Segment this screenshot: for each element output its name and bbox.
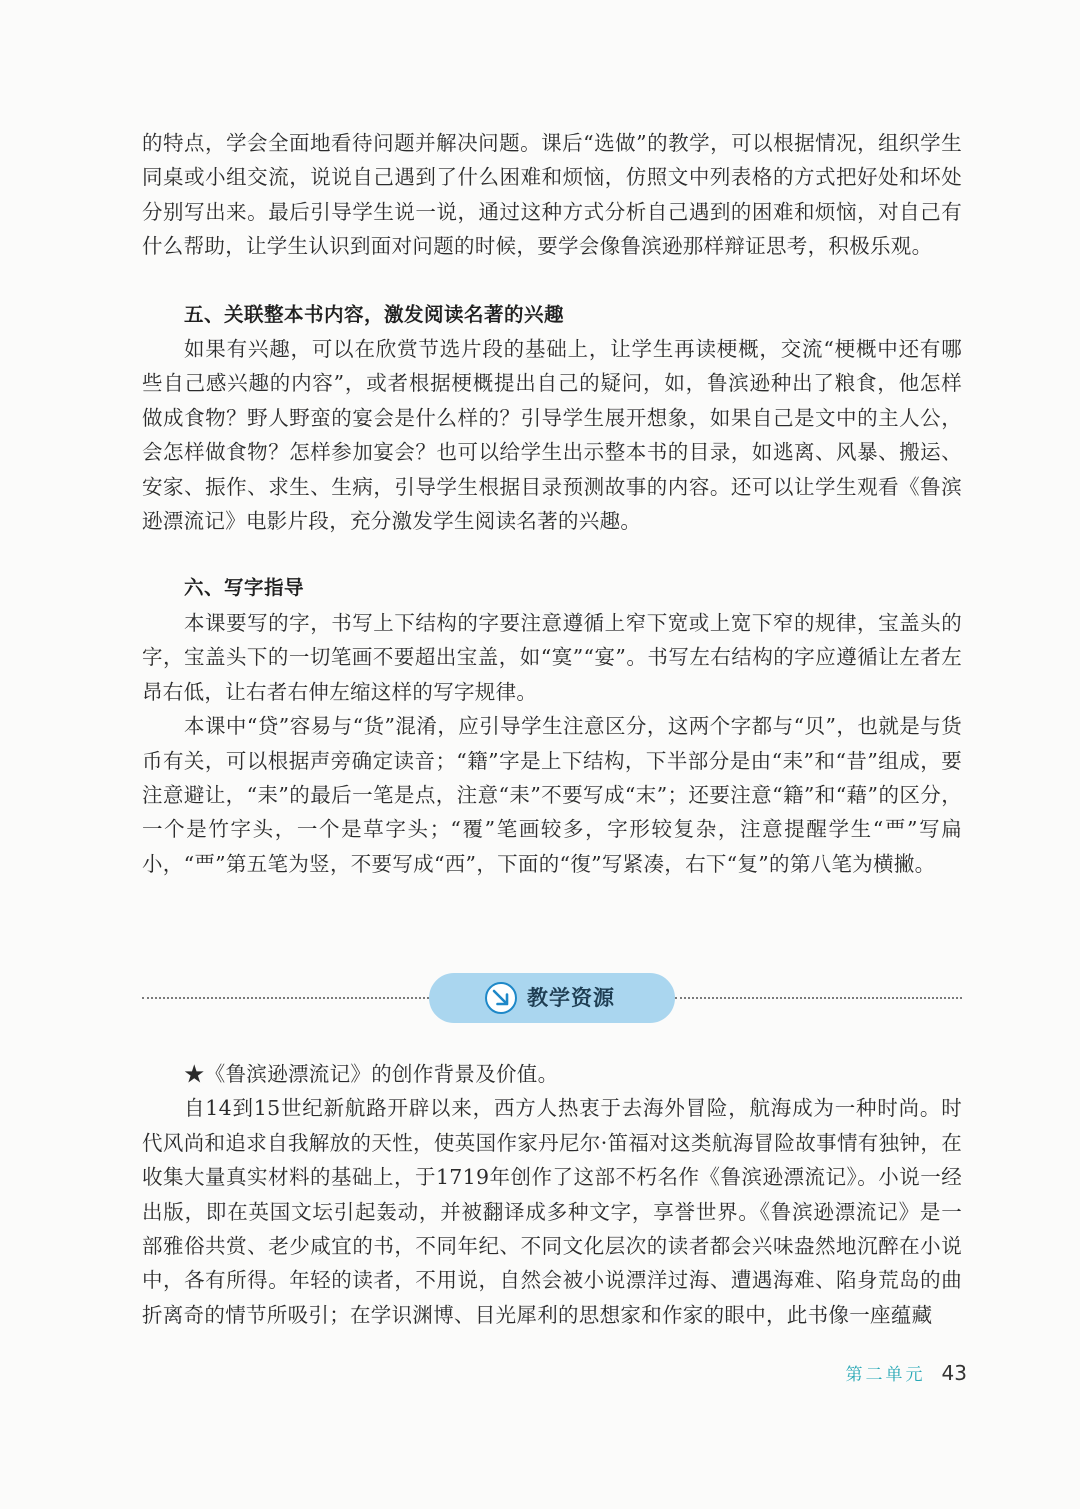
body-text bbox=[142, 126, 962, 881]
paragraph-reading-interest: 如果有兴趣，可以在欣赏节选片段的基础上，让学生再读梗概，交流“梗概中还有哪些自己感兴趣的内容”，或者根据梗概提出自己的疑问，如，鲁滨逊种出了粮食，他怎样做成食物？野人野蛮的宴会是什么样的？引导学生展开想象，如果自己是文中的主人公，会怎样做食物？怎样参加宴会？也可以给学生出示整本书的目录，如逃离、风暴、搬运、安家、振作、求生、生病，引导学生根据目录预测故事的内容。还可以让学生观看《鲁滨逊漂流记》电影片段，充分激发学生阅读名著的兴趣。 bbox=[142, 337, 962, 534]
paragraph-writing-guide-2: 本课中“贷”容易与“货”混淆，应引导学生注意区分，这两个字都与“贝”，也就是与货币有关，可以根据声旁确定读音；“籍”字是上下结构，下半部分是由“耒”和“昔”组成，要注意避让，“耒”的最后一笔是点，注意“耒”不要写成“末”；还要注意“籍”和“藉”的区分，一个是竹字头，一个是草字头；“覆”笔画较多，字形较复杂，注意提醒学生“覀”写扁小，“覀”第五笔为竖，不要写成“西”，下面的“復”写紧凑，右下“复”的第八笔为横撇。 bbox=[142, 714, 962, 876]
page-footer bbox=[846, 1360, 967, 1385]
dotted-divider-left bbox=[142, 997, 429, 999]
banner-pill bbox=[429, 973, 675, 1023]
resource-section bbox=[142, 1057, 962, 1332]
arrow-down-right-circle-icon bbox=[484, 981, 518, 1015]
unit-label: 第二单元 bbox=[845, 1365, 926, 1385]
resource-title: ★《鲁滨逊漂流记》的创作背景及价值。 bbox=[184, 1062, 559, 1086]
teaching-resources-banner bbox=[142, 973, 962, 1025]
resource-paragraph: 自14到15世纪新航路开辟以来，西方人热衷于去海外冒险，航海成为一种时尚。时代风尚和追求自我解放的天性，使英国作家丹尼尔·笛福对这类航海冒险故事情有独钟，在收集大量真实材料的基础上，于1719年创作了这部不朽名作《鲁滨逊漂流记》。小说一经出版，即在英国文坛引起轰动，并被翻译成多种文字，享誉世界。《鲁滨逊漂流记》是一部雅俗共赏、老少咸宜的书，不同年纪、不同文化层次的读者都会兴味盎然地沉醉在小说中，各有所得。年轻的读者，不用说，自然会被小说漂洋过海、遭遇海难、陷身荒岛的曲折离奇的情节所吸引；在学识渊博、目光犀利的思想家和作家的眼中，此书像一座蕴藏 bbox=[142, 1096, 962, 1327]
section-heading-6: 六、写字指导 bbox=[184, 576, 305, 600]
banner-title: 教学资源 bbox=[527, 986, 615, 1010]
section-heading-5: 五、关联整本书内容，激发阅读名著的兴趣 bbox=[184, 302, 565, 326]
paragraph-writing-guide-1: 本课要写的字，书写上下结构的字要注意遵循上窄下宽或上宽下窄的规律，宝盖头的字，宝盖头下的一切笔画不要超出宝盖，如“寞”“宴”。书写左右结构的字应遵循让左者左昂右低，让右者右伸左缩这样的写字规律。 bbox=[142, 610, 962, 704]
paragraph-continued: 的特点，学会全面地看待问题并解决问题。课后“选做”的教学，可以根据情况，组织学生同桌或小组交流，说说自己遇到了什么困难和烦恼，仿照文中列表格的方式把好处和坏处分别写出来。最后引导学生说一说，通过这种方式分析自己遇到的困难和烦恼，对自己有什么帮助，让学生认识到面对问题的时候，要学会像鲁滨逊那样辩证思考，积极乐观。 bbox=[142, 131, 962, 259]
dotted-divider-right bbox=[675, 997, 962, 999]
page-number: 43 bbox=[941, 1361, 967, 1385]
